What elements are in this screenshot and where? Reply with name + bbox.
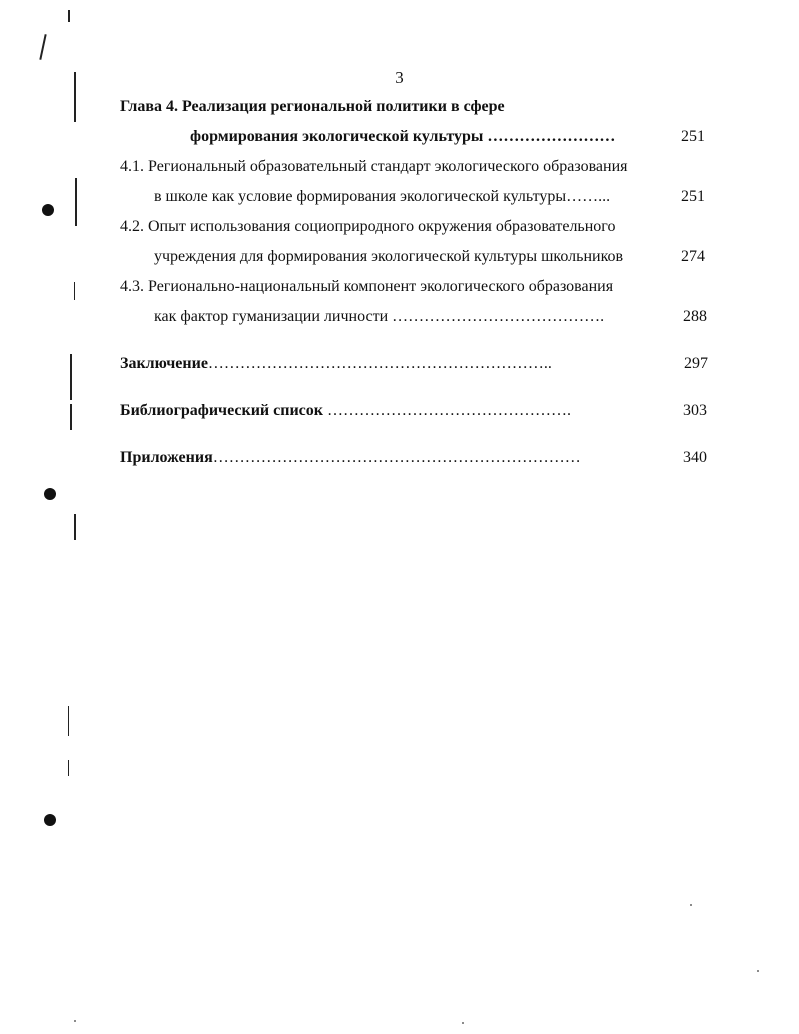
toc-bibliography-title: Библиографический список: [120, 402, 323, 419]
toc-bibliography: [120, 402, 571, 420]
toc-appendix-page: 340: [683, 449, 707, 466]
toc-s4-1-page: 251: [681, 188, 705, 205]
toc-s4-2-line1: 4.2. Опыт использования социоприродного окружения образовательного: [120, 218, 616, 235]
toc-appendix-title: Приложения: [120, 449, 213, 466]
toc-conclusion-dots: ………………………………………………………..: [207, 355, 552, 372]
toc-chapter4-title-line1: Глава 4. Реализация региональной политики в сфере: [120, 98, 505, 115]
toc-s4-1-line2: в школе как условие формирования экологической культуры……...: [154, 188, 611, 205]
scan-mark: [75, 178, 77, 226]
page-number: 3: [395, 68, 404, 87]
scan-mark: [68, 760, 69, 776]
punch-hole: [44, 488, 56, 500]
toc-conclusion-title: Заключение: [120, 355, 208, 372]
toc-bibliography-page: 303: [683, 402, 707, 419]
toc-appendix: [120, 449, 581, 467]
toc-s4-3-line2: как фактор гуманизации личности ………………………………….: [154, 308, 605, 325]
scan-speck: [74, 1020, 76, 1022]
scan-mark: [68, 706, 69, 736]
toc-conclusion-page: 297: [684, 355, 708, 372]
toc-s4-2-line2: учреждения для формирования экологической культуры школьников: [154, 248, 624, 265]
punch-hole: [44, 814, 56, 826]
toc-chapter4-page: 251: [681, 128, 705, 145]
toc-s4-3-line1: 4.3. Регионально-национальный компонент экологического образования: [120, 278, 614, 295]
scan-speck: [690, 904, 692, 906]
scan-mark: [70, 354, 72, 400]
scan-speck: [757, 970, 759, 972]
toc-bibliography-dots: ……………………………………….: [322, 402, 571, 419]
toc-chapter4-title-line2: формирования экологической культуры ……………………: [190, 128, 616, 145]
scan-mark: [74, 514, 76, 540]
scan-mark: [39, 34, 46, 60]
toc-conclusion: [120, 355, 552, 373]
toc-appendix-dots: ……………………………………………………………: [212, 449, 581, 466]
scan-mark: [70, 404, 72, 430]
toc-s4-3-page: 288: [683, 308, 707, 325]
scan-speck: [462, 1022, 464, 1024]
toc-s4-2-page: 274: [681, 248, 705, 265]
toc-s4-1-line1: 4.1. Региональный образовательный стандарт экологического образования: [120, 158, 628, 175]
scan-mark: [74, 282, 75, 300]
punch-hole: [42, 204, 54, 216]
scan-mark: [68, 10, 70, 22]
